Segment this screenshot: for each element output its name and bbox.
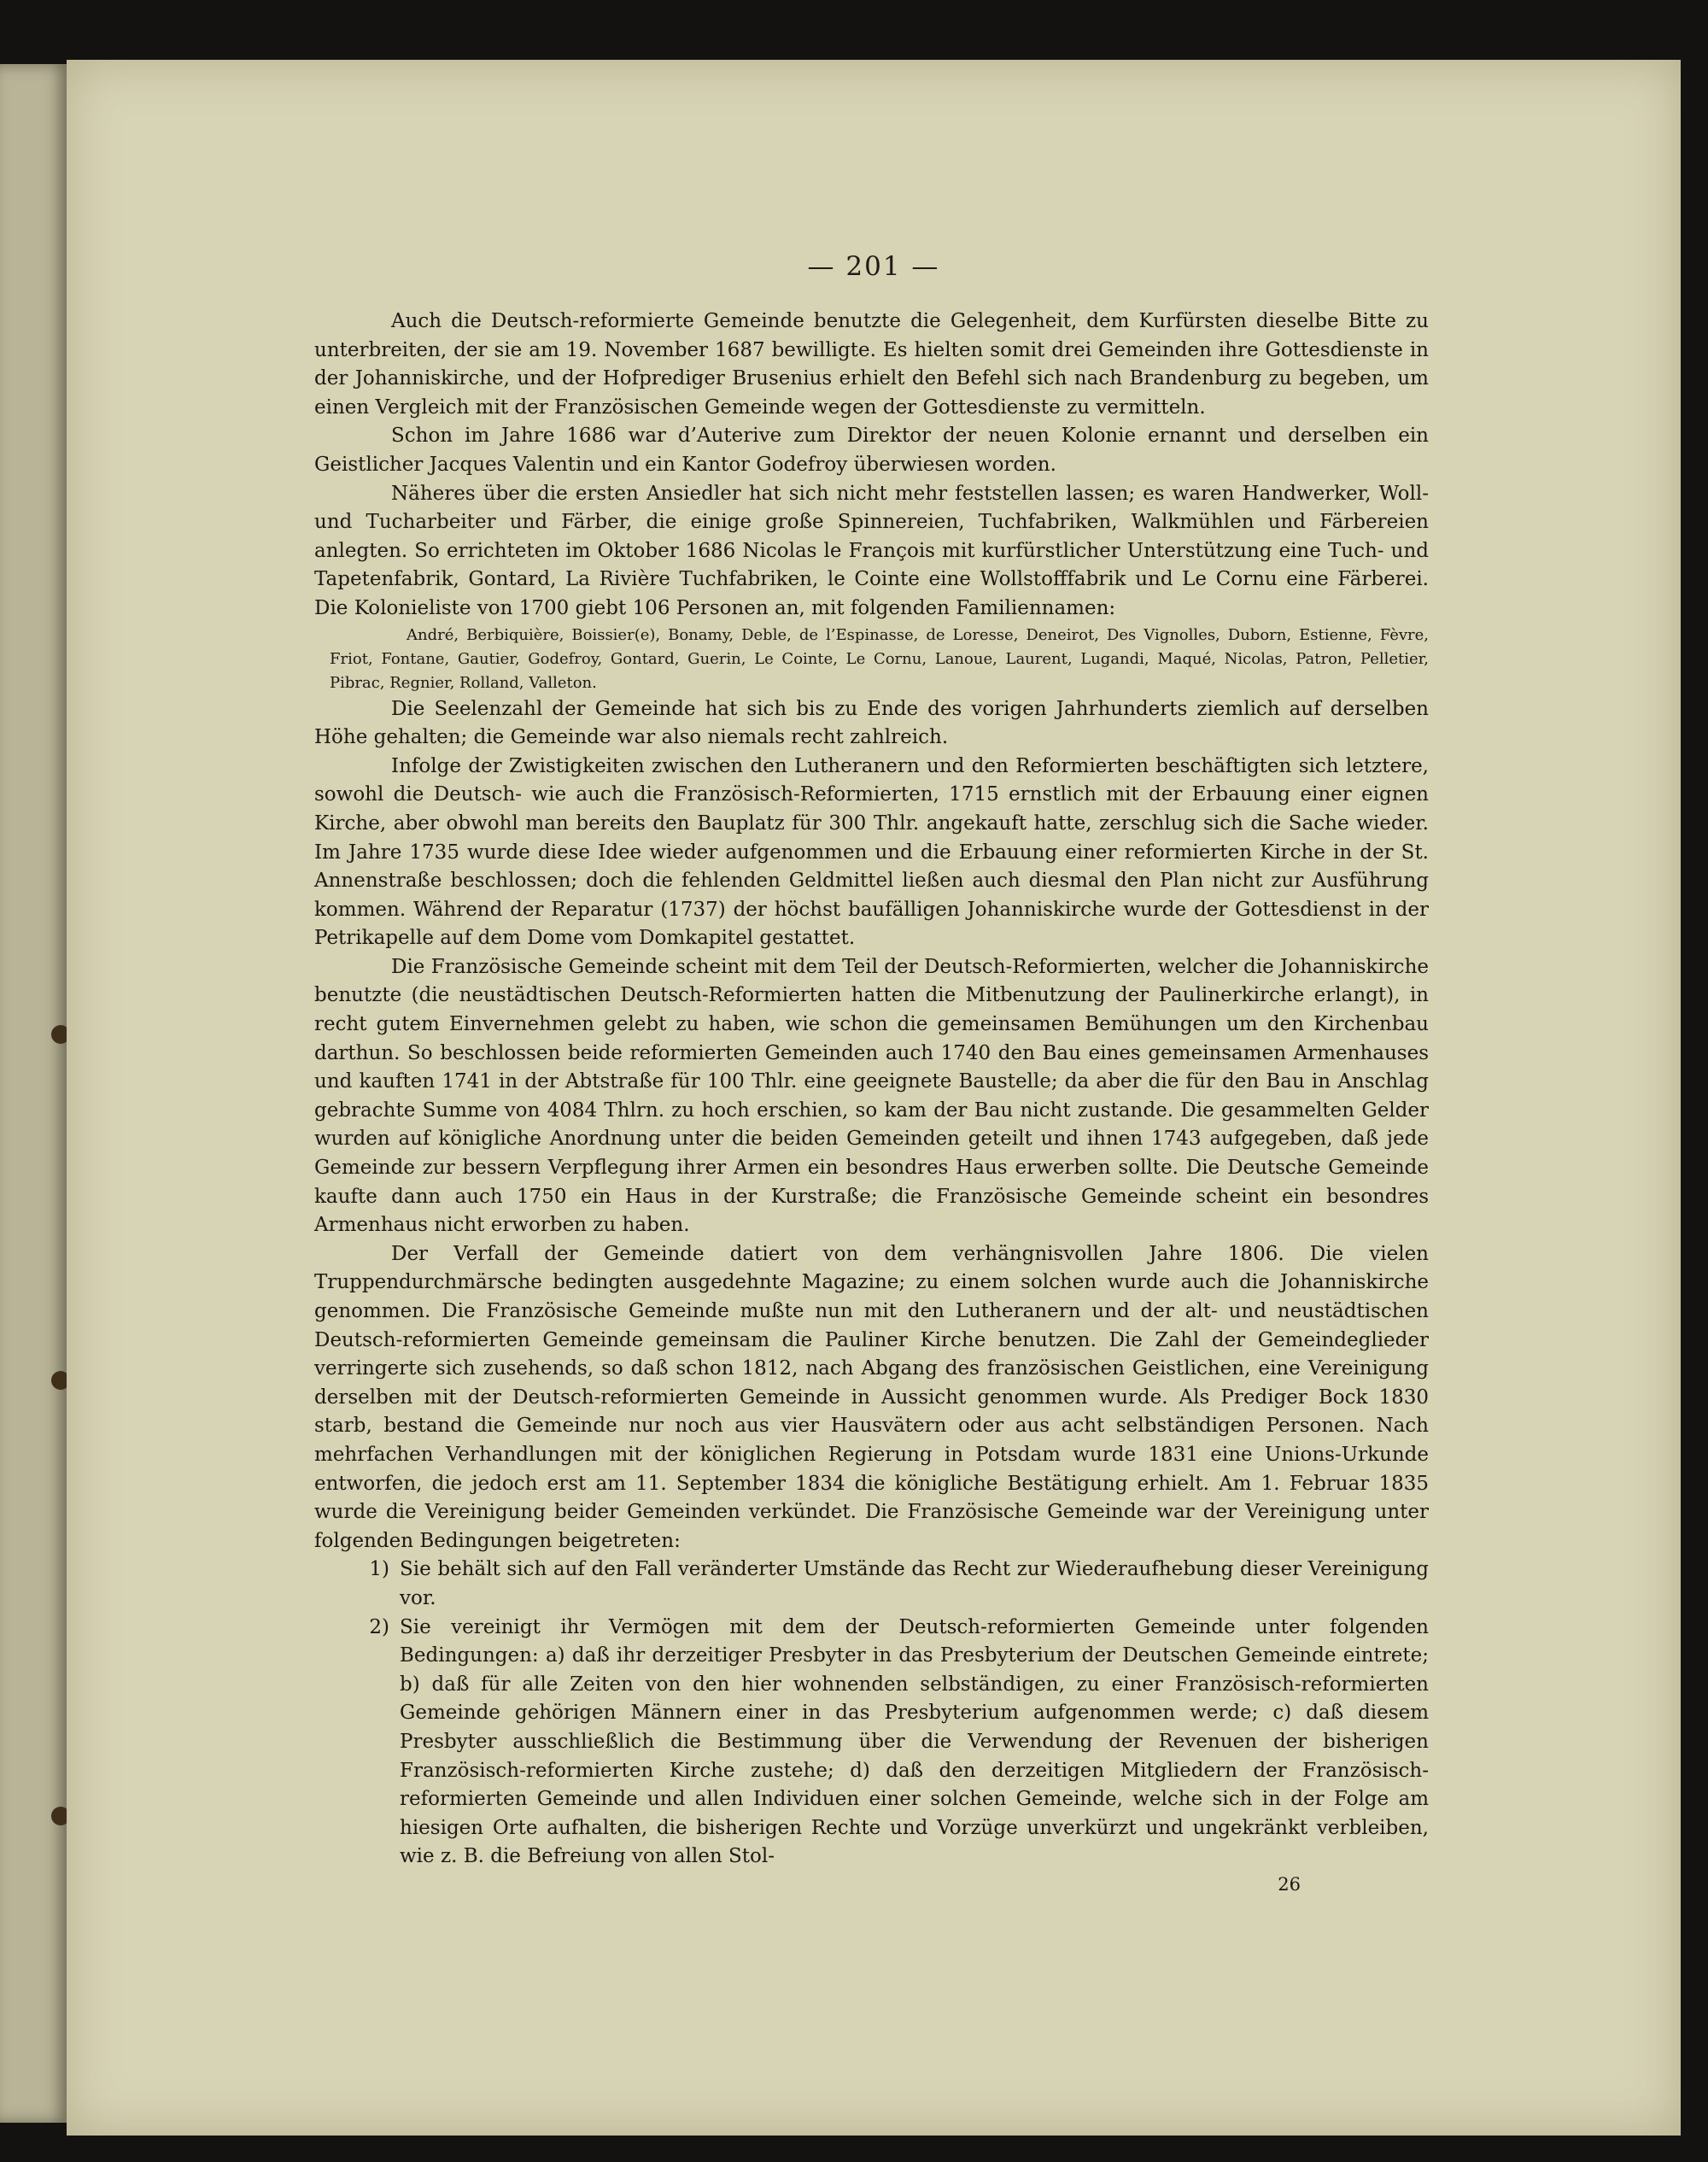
family-names-list: André, Berbiquière, Boissier(e), Bonamy, Deble, de l’Espinasse, de Loresse, Deneirot, Des Vignolles, Duborn, Estienne, Fèvre, Friot, Fontane, Gautier, Godefroy, Gontard, Guerin, Le Cointe, Le Cornu, Lanoue, Laurent, Lugandi, Maqué, Nicolas, Patron, Pelletier, Pibrac, Regnier, Rolland, Valleton. <box>330 625 1429 692</box>
list-item-text: Sie behält sich auf den Fall veränderter Umstände das Recht zur Wiederaufhebung dieser Vereinigung vor. <box>400 1558 1429 1609</box>
page-number: — 201 — <box>807 251 940 282</box>
list-item-number: 2) <box>369 1615 389 1638</box>
paragraph: Infolge der Zwistigkeiten zwischen den Lutheranern und den Reformierten beschäftigten sich letztere, sowohl die Deutsch- wie auch die Französisch-Reformierten, 1715 ernstlich mit der Erbauung einer eignen Kirche, aber obwohl man bereits den Bauplatz für 300 Thlr. angekauft hatte, zerschlug sich die Sache wieder. Im Jahre 1735 wurde diese Idee wieder aufgenommen und die Erbauung einer reformierten Kirche in der St. Annenstraße beschlossen; doch die fehlenden Geldmittel ließen auch diesmal den Plan nicht zur Ausführung kommen. Während der Reparatur (1737) der höchst baufälligen Johanniskirche wurde der Gottesdienst in der Petrikapelle auf dem Dome vom Domkapitel gestattet. <box>314 754 1429 950</box>
paragraph: Näheres über die ersten Ansiedler hat sich nicht mehr feststellen lassen; es waren Handwerker, Woll- und Tucharbeiter und Färber, die einige große Spinnereien, Tuchfabriken, Walkmühlen und Färbereien anlegten. So errichteten im Oktober 1686 Nicolas le François mit kurfürstlicher Unterstützung eine Tuch- und Tapetenfabrik, Gontard, La Rivière Tuchfabriken, le Cointe eine Wollstofffabrik und Le Cornu eine Färberei. Die Kolonieliste von 1700 giebt 106 Personen an, mit folgenden Familiennamen: <box>314 482 1429 619</box>
paragraph: Die Seelenzahl der Gemeinde hat sich bis zu Ende des vorigen Jahrhunderts ziemlich auf derselben Höhe gehalten; die Gemeinde war also niemals recht zahlreich. <box>314 697 1429 749</box>
page-text <box>314 308 1429 1897</box>
paragraph: Auch die Deutsch-reformierte Gemeinde benutzte die Gelegenheit, dem Kurfürsten dieselbe Bitte zu unterbreiten, der sie am 19. November 1687 bewilligte. Es hielten somit drei Gemeinden ihre Gottesdienste in der Johanniskirche, und der Hofprediger Brusenius erhielt den Befehl sich nach Brandenburg zu begeben, um einen Vergleich mit der Französischen Gemeinde wegen der Gottesdienste zu vermitteln. <box>314 310 1429 419</box>
paragraph: Die Französische Gemeinde scheint mit dem Teil der Deutsch-Reformierten, welcher die Johanniskirche benutzte (die neustädtischen Deutsch-Reformierten hatten die Mitbenutzung der Paulinerkirche erlangt), in recht gutem Einvernehmen gelebt zu haben, wie schon die gemeinsamen Bemühungen um den Kirchenbau darthun. So beschlossen beide reformierten Gemeinden auch 1740 den Bau eines gemeinsamen Armenhauses und kauften 1741 in der Abtstraße für 100 Thlr. eine geeignete Baustelle; da aber die für den Bau in Anschlag gebrachte Summe von 4084 Thlrn. zu hoch erschien, so kam der Bau nicht zustande. Die gesammelten Gelder wurden auf königliche Anordnung unter die beiden Gemeinden geteilt und ihnen 1743 aufgegeben, daß jede Gemeinde zur bessern Verpflegung ihrer Armen ein besondres Haus erwerben sollte. Die Deutsche Gemeinde kaufte dann auch 1750 ein Haus in der Kurstraße; die Französische Gemeinde scheint ein besondres Armenhaus nicht erworben zu haben. <box>314 955 1429 1237</box>
book-page <box>67 60 1681 2136</box>
paragraph: Schon im Jahre 1686 war d’Auterive zum Direktor der neuen Kolonie ernannt und derselben ein Geistlicher Jacques Valentin und ein Kantor Godefroy überwiesen worden. <box>314 425 1429 476</box>
signature-mark: 26 <box>1278 1873 1301 1895</box>
list-item-text: Sie vereinigt ihr Vermögen mit dem der Deutsch-reformierten Gemeinde unter folgenden Bedingungen: a) daß ihr derzeitiger Presbyter in das Presbyterium der Deutschen Gemeinde eintrete; b) daß für alle Zeiten von den hier wohnenden selbständigen, zu einer Französisch-reformierten Gemeinde gehörigen Männern einer in das Presbyterium aufgenommen werde; c) daß diesem Presbyter ausschließlich die Bestimmung über die Verwendung der Revenuen der bisherigen Französisch-reformierten Kirche zustehe; d) daß den derzeitigen Mitgliedern der Französisch-reformierten Gemeinde und allen Individuen einer solchen Gemeinde, welche sich in der Folge am hiesigen Orte aufhalten, die bisherigen Rechte und Vorzüge unverkürzt und ungekränkt verbleiben, wie z. B. die Befreiung von allen Stol- <box>400 1615 1429 1868</box>
list-item <box>314 1614 1429 1872</box>
left-page-edge <box>0 64 71 2123</box>
paragraph: Der Verfall der Gemeinde datiert von dem verhängnisvollen Jahre 1806. Die vielen Truppendurchmärsche bedingten ausgedehnte Magazine; zu einem solchen wurde auch die Johanniskirche genommen. Die Französische Gemeinde mußte nun mit den Lutheranern und der alt- und neustädtischen Deutsch-reformierten Gemeinde gemeinsam die Pauliner Kirche benutzen. Die Zahl der Gemeindeglieder verringerte sich zusehends, so daß schon 1812, nach Abgang des französischen Geistlichen, eine Vereinigung derselben mit der Deutsch-reformierten Gemeinde in Aussicht genommen wurde. Als Prediger Bock 1830 starb, bestand die Gemeinde nur noch aus vier Hausvätern oder aus acht selbständigen Personen. Nach mehrfachen Verhandlungen mit der königlichen Regierung in Potsdam wurde 1831 eine Unions-Urkunde entworfen, die jedoch erst am 11. September 1834 die königliche Bestätigung erhielt. Am 1. Februar 1835 wurde die Vereinigung beider Gemeinden verkündet. Die Französische Gemeinde war der Vereinigung unter folgenden Bedingungen beigetreten: <box>314 1242 1429 1552</box>
list-item <box>314 1556 1429 1613</box>
list-item-number: 1) <box>369 1558 389 1581</box>
